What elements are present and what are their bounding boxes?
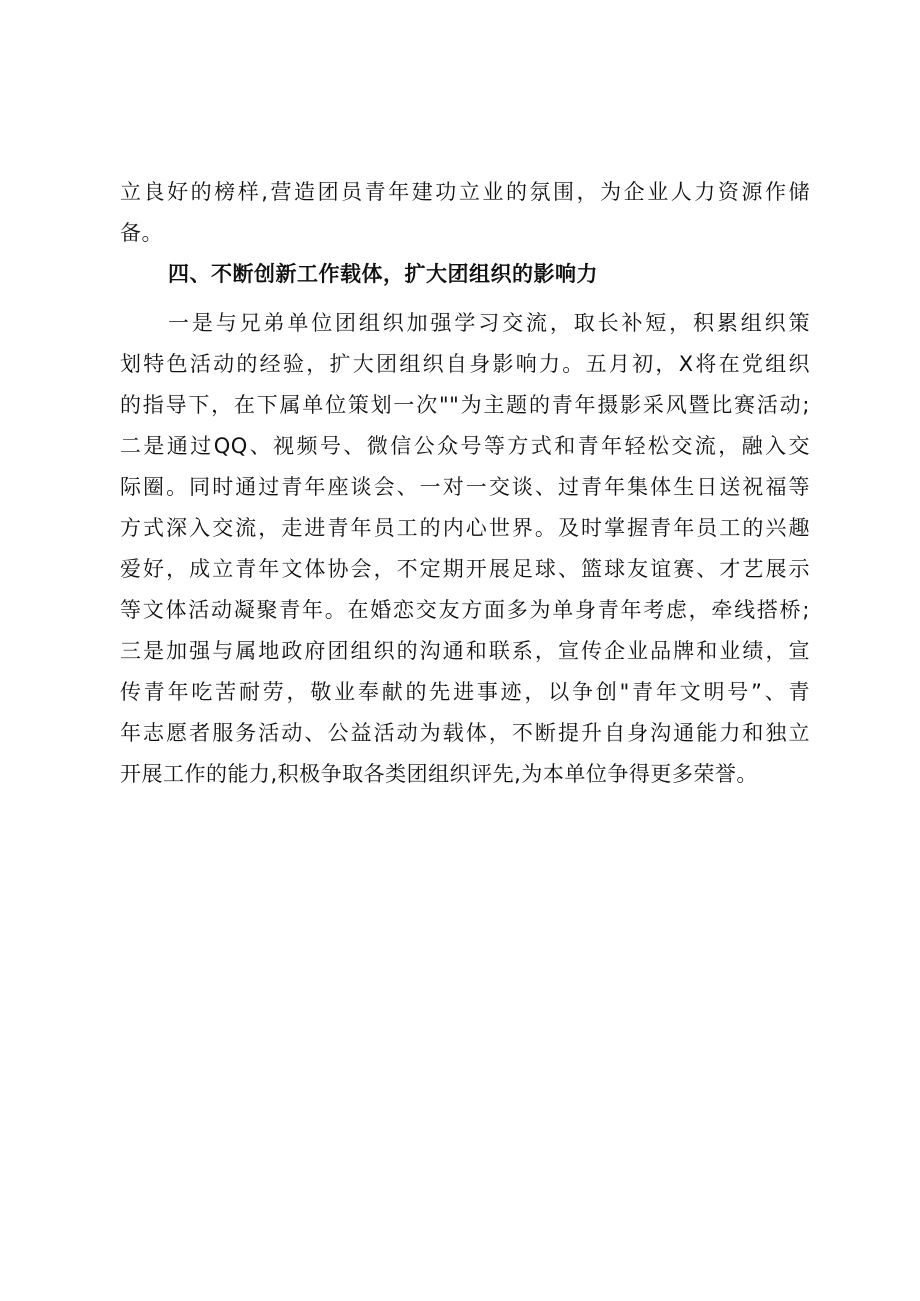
paragraph-line-5: 际圈。同时通过青年座谈会、一对一交谈、过青年集体生日送祝福等 [120,475,810,499]
continuation-line-1: 立良好的榜样,营造团员青年建功立业的氛围，为企业人力资源作储 [120,180,810,204]
section-heading: 四、不断创新工作载体，扩大团组织的影响力 [168,262,598,286]
continuation-paragraph [120,172,810,254]
continuation-line-2: 备。 [120,221,163,245]
paragraph-line-6: 方式深入交流，走进青年员工的内心世界。及时掌握青年员工的兴趣 [120,516,810,540]
paragraph-line-8: 等文体活动凝聚青年。在婚恋交友方面多为单身青年考虑，牵线搭桥; [120,598,810,622]
paragraph-line-12: 开展工作的能力,积极争取各类团组织评先,为本单位争得更多荣誉。 [120,762,758,786]
paragraph-line-9: 三是加强与属地政府团组织的沟通和联系，宣传企业品牌和业绩，宣 [120,639,810,663]
paragraph-line-1: 一是与兄弟单位团组织加强学习交流，取长补短，积累组织策 [168,311,810,335]
body-paragraph [120,303,810,795]
section-heading-block [168,254,810,295]
paragraph-line-2: 划特色活动的经验，扩大团组织自身影响力。五月初，X将在党组织 [120,352,810,376]
paragraph-line-11: 年志愿者服务活动、公益活动为载体，不断提升自身沟通能力和独立 [120,721,810,745]
paragraph-line-7: 爱好，成立青年文体协会，不定期开展足球、篮球友谊赛、才艺展示 [120,557,810,581]
paragraph-line-3: 的指导下，在下属单位策划一次""为主题的青年摄影采风暨比赛活动; [120,393,810,417]
paragraph-line-10: 传青年吃苦耐劳，敬业奉献的先进事迹，以争创"青年文明号”、青 [120,680,810,704]
paragraph-line-4: 二是通过QQ、视频号、微信公众号等方式和青年轻松交流，融入交 [120,434,810,458]
